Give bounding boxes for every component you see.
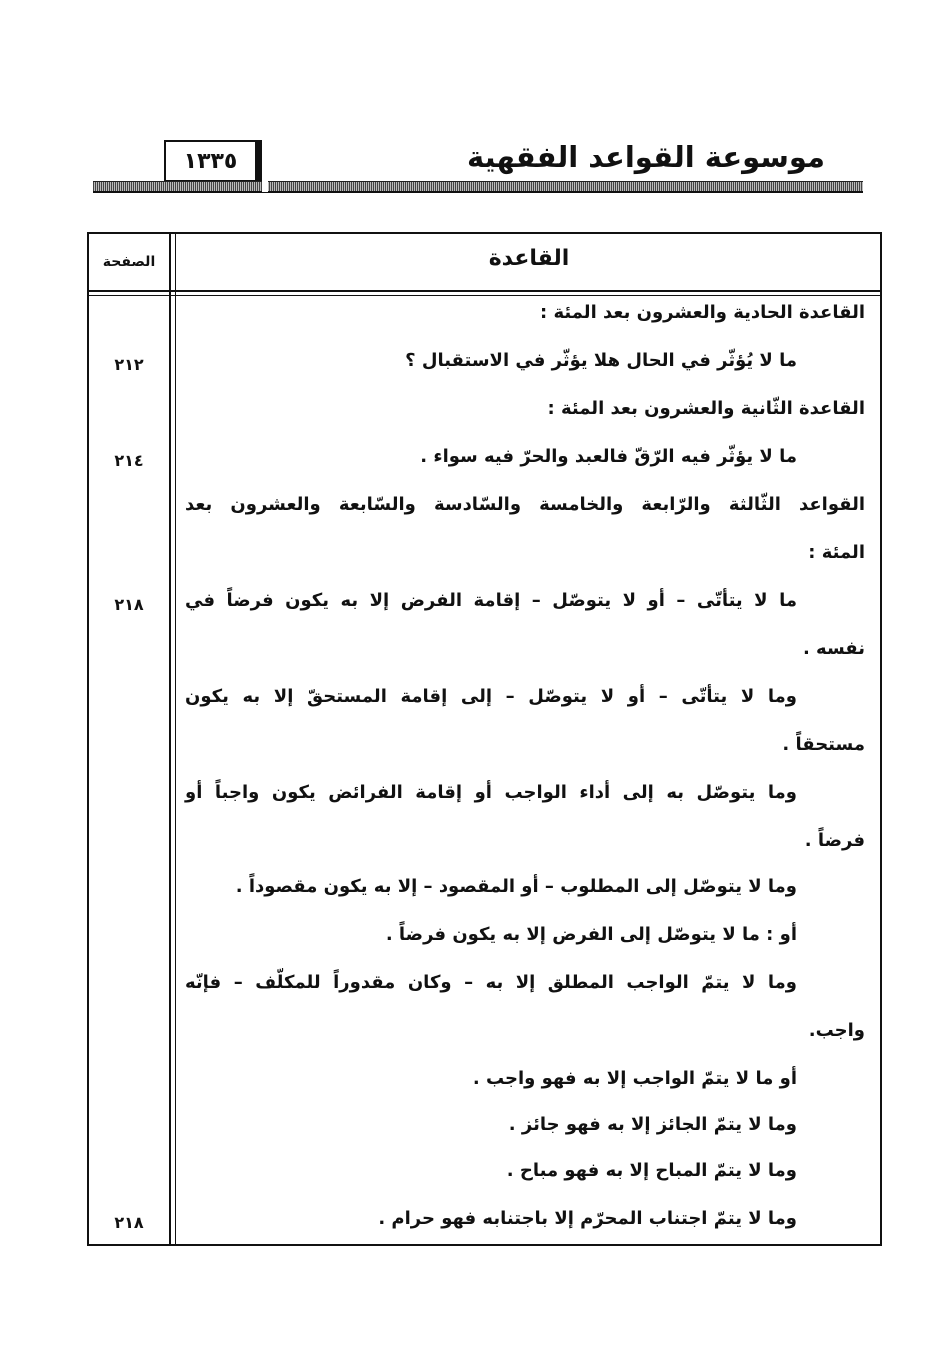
rule-text-126: وما لا يتوصّل إلى المطلوب – أو المقصود – إلا به يكون مقصوداً .: [235, 876, 797, 897]
page-ref: ٢١٤: [114, 451, 144, 470]
index-table: [87, 232, 882, 1246]
rule-text-125: وما يتوصّل به إلى أداء الواجب أو إقامة الفرائض يكون واجباً أو: [185, 782, 797, 803]
page-ref: ٢١٢: [114, 355, 144, 374]
page-ref: ٢١٨: [114, 595, 144, 614]
rule-text-124-cont: مستحقاً .: [782, 734, 865, 755]
column-header-rule: القاعدة: [488, 246, 570, 271]
rule-heading-123-127-cont: المئة :: [808, 542, 865, 563]
page-number-box: ١٣٣٥: [164, 140, 262, 182]
rule-text-127-cont: واجب.: [808, 1020, 865, 1041]
rule-text-125-cont: فرضاً .: [804, 830, 865, 851]
rule-heading-123-127: القواعد الثّالثة والرّابعة والخامسة والسّادسة والسّابعة والعشرون بعد: [185, 494, 865, 515]
column-divider: [169, 232, 171, 1246]
rule-text-127-alt: أو ما لا يتمّ الواجب إلا به فهو واجب .: [472, 1068, 797, 1089]
rule-heading-121: القاعدة الحادية والعشرون بعد المئة :: [540, 302, 865, 323]
rule-text-haram: وما لا يتمّ اجتناب المحرّم إلا باجتنابه فهو حرام .: [378, 1208, 797, 1229]
header-rule: [93, 181, 863, 193]
column-header-page: الصفحة: [102, 254, 156, 270]
page-header-title: موسوعة القواعد الفقهية: [467, 140, 825, 174]
page-ref: ٢١٨: [114, 1213, 144, 1232]
column-divider-inner: [175, 232, 176, 1246]
rule-text-124: وما لا يتأتّى – أو لا يتوصّل – إلى إقامة المستحقّ إلا به يكون: [185, 686, 797, 707]
header-rule-gap: [262, 178, 268, 192]
rule-text-122: ما لا يؤثّر فيه الرّقّ فالعبد والحرّ فيه سواء .: [420, 446, 797, 467]
header-divider: [87, 290, 882, 292]
rule-text-126-alt: أو : ما لا يتوصّل إلى الفرض إلا به يكون فرضاً .: [385, 924, 797, 945]
rule-text-127: وما لا يتمّ الواجب المطلق إلا به – وكان مقدوراً للمكلّف – فإنّه: [185, 972, 797, 993]
rule-text-123: ما لا يتأتّى – أو لا يتوصّل – إقامة الفرض إلا به يكون فرضاً في: [185, 590, 797, 611]
rule-text-123-cont: نفسه .: [802, 638, 865, 659]
header-divider-inner: [87, 295, 882, 296]
rule-text-jaiz: وما لا يتمّ الجائز إلا به فهو جائز .: [508, 1114, 797, 1135]
rule-text-mubah: وما لا يتمّ المباح إلا به فهو مباح .: [506, 1160, 797, 1181]
rule-text-121: ما لا يُؤثّر في الحال هلا يؤثّر في الاستقبال ؟: [405, 350, 797, 371]
rule-heading-122: القاعدة الثّانية والعشرون بعد المئة :: [547, 398, 865, 419]
